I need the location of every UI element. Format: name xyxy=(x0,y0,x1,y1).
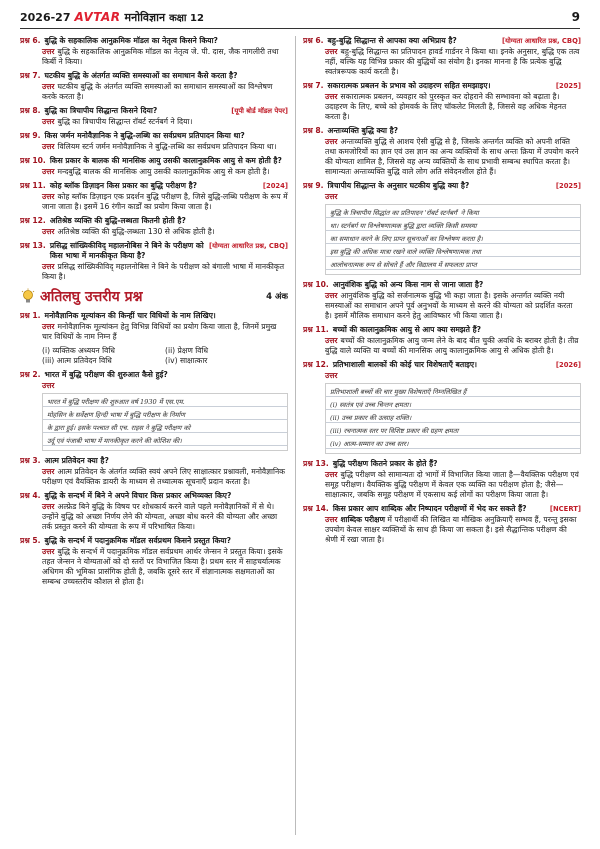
header-class: कक्षा 12 xyxy=(169,13,204,24)
question xyxy=(303,81,581,91)
answer-label: उत्तर xyxy=(42,547,55,556)
question xyxy=(303,459,581,469)
question xyxy=(20,491,288,501)
method-item: (iv) साक्षात्कार xyxy=(165,356,208,365)
question xyxy=(20,241,288,261)
question-text: अतिश्रेष्ठ व्यक्ति की बुद्धि-लब्धता कितनी होती है? xyxy=(49,216,186,225)
question xyxy=(303,360,581,370)
question-number: प्रश्न 11. xyxy=(303,325,329,334)
answer-label: उत्तर xyxy=(42,142,55,151)
answer xyxy=(325,470,581,500)
answer xyxy=(42,82,288,102)
question-text: आत्म प्रतिवेदन क्या है? xyxy=(44,456,109,465)
question-tag: [2025] xyxy=(555,82,581,90)
answer-text: बहु-बुद्धि सिद्धान्त का प्रतिपादन हावर्ड गार्डनर ने किया था। इनके अनुसार, बुद्धि एक तत्व नहीं, बल्कि यह विभिन्न प्रकार की बुद्धियों का संयोग है। इनका मानना है कि प्रत्येक बुद्धि स्वतंत्ररूपक कार्य करती है। xyxy=(325,47,580,76)
answer xyxy=(325,137,581,177)
answer xyxy=(42,262,288,282)
question xyxy=(20,536,288,546)
left-qa-block-1 xyxy=(20,36,288,282)
answer-text: मनोवैज्ञानिक मूल्यांकन हेतु विभिन्न विधियों का प्रयोग किया जाता है, जिनमें प्रमुख चार विधियों के नाम निम्न हैं xyxy=(42,322,277,341)
answer xyxy=(42,547,288,587)
question-number: प्रश्न 8. xyxy=(303,126,324,135)
question-text: किस प्रकार आप शाब्दिक और निष्पादन परीक्षणों में भेद कर सकते हैं? xyxy=(332,504,527,513)
question xyxy=(20,181,288,191)
column-divider xyxy=(295,36,296,835)
question-tag: [2026] xyxy=(555,361,581,369)
header-rule xyxy=(20,28,580,29)
answer-label: उत्तर xyxy=(325,291,338,300)
lightbulb-icon xyxy=(20,288,36,306)
question-number: प्रश्न 12. xyxy=(303,360,329,369)
question-number: प्रश्न 6. xyxy=(303,36,324,45)
answer-emphasis: शाब्दिक परीक्षण xyxy=(340,515,385,524)
answer-label: उत्तर xyxy=(42,47,55,56)
question-number: प्रश्न 7. xyxy=(303,81,324,90)
answer-label: उत्तर xyxy=(325,137,338,146)
question-number: प्रश्न 10. xyxy=(20,156,46,165)
question xyxy=(20,311,288,321)
answer xyxy=(325,291,581,321)
right-qa-block-2 xyxy=(303,280,581,356)
question-number: प्रश्न 13. xyxy=(303,459,329,468)
question-text: घटकीय बुद्धि के अंतर्गत व्यक्ति समस्याओं का समाधान कैसे करता है? xyxy=(44,71,238,80)
header-year: 2026-27 xyxy=(20,10,71,24)
question xyxy=(303,504,581,514)
question-text: प्रतिभाशाली बालकों की कोई चार विशेषताएँ बताइए। xyxy=(332,360,477,369)
question-text: मनोवैज्ञानिक मूल्यांकन की किन्हीं चार विधियों के नाम लिखिए। xyxy=(44,311,216,320)
answer-label: उत्तर xyxy=(325,47,338,56)
question-number: प्रश्न 10. xyxy=(303,280,329,289)
handwritten-answer: भारत में बुद्धि परीक्षण की शुरुआत वर्ष 1930 में एस.एम. मोहसिन के सर्वेक्षण हिन्दी भाषा में बुद्धि परीक्षण के निर्माण के द्वारा हुई। इसके पश्चात सी एच. राइस ने बुद्धि परीक्षण को उर्दू एवं पंजाबी भाषा में मानकीकृत करने की कोशिश की। xyxy=(42,393,288,451)
answer-text: बुद्धि के सन्दर्भ में पदानुक्रमिक मॉडल सर्वप्रथम आर्थर जेन्सन ने प्रस्तुत किया। इसके तहत जेन्सन ने योग्यताओं को दो स्तरों पर विभाजित किया है। प्रथम स्तर में साहचर्यात्मक अधिगम की भूमिका प्रासंगिक होती है, जबकि दूसरे स्तर में संज्ञानात्मक सक्षमताओं का सम्बन्ध उच्चस्तरीय कौशल से होता है। xyxy=(42,547,283,586)
answer-text: अल्फ्रेड बिने बुद्धि के विषय पर शोधकार्य करने वाले पहले मनोवैज्ञानिकों में से थे। उन्होंने बुद्धि को अच्छा निर्णय लेने की योग्यता, अच्छा बोध करने की योग्यता और अच्छा तर्क प्रस्तुत करने की योग्यता के रूप में परिभाषित किया। xyxy=(42,502,278,531)
answer-label: उत्तर xyxy=(42,322,55,331)
question-number: प्रश्न 8. xyxy=(20,106,41,115)
answer-label: उत्तर xyxy=(42,167,55,176)
question-text: बुद्धि के सन्दर्भ में पदानुक्रमिक मॉडल सर्वप्रथम किसने प्रस्तुत किया? xyxy=(44,536,232,545)
section-title: अतिलघु उत्तरीय प्रश्न xyxy=(40,289,143,305)
answer-text: अन्तःव्यक्ति बुद्धि से आशय ऐसी बुद्धि से है, जिसके अन्तर्गत व्यक्ति को अपनी शक्ति तथा कमजोरियों का ज्ञान एवं उस ज्ञान का अन्य व्यक्तियों के साथ अन्तः क्रिया में उपयोग करने की योग्यता शामिल है, जिससे वह अन्य व्यक्तियों के साथ प्रभावी सम्बन्ध स्थापित करता है। सामान्यतः अन्तःव्यक्ति बुद्धि वाले लोग अति संवेदनशील होते हैं। xyxy=(325,137,579,176)
question xyxy=(20,36,288,46)
right-column xyxy=(303,36,581,839)
question-text: त्रिचापीय सिद्धान्त के अनुसार घटकीय बुद्धि क्या है? xyxy=(327,181,470,190)
question-tag: [यूपी बोर्ड मॉडल पेपर] xyxy=(231,107,288,115)
handwritten-answer: प्रतिभाशाली बच्चों की चार मुख्य विशेषताएँ निम्नलिखित हैं (i) स्वतंत्र एवं उच्च चिन्तन क्षमता। (ii) उच्च प्रकार की उत्साह शक्ति। (iii) रचनात्मक स्तर पर विशिष्ट प्रकार की ग्रहण क्षमता (iv) आत्म-सम्मान का उच्च स्तर। xyxy=(325,383,581,454)
question-number: प्रश्न 1. xyxy=(20,311,41,320)
answer xyxy=(42,142,288,152)
question-text: किस प्रकार के बालक की मानसिक आयु उसकी कालानुक्रमिक आयु से कम होती है? xyxy=(49,156,282,165)
answer xyxy=(42,192,288,212)
question xyxy=(303,36,581,46)
answer xyxy=(325,47,581,77)
question-tag: [2025] xyxy=(555,182,581,190)
answer xyxy=(42,502,288,532)
answer xyxy=(42,47,288,67)
right-qa-block-1 xyxy=(303,36,581,177)
answer-label: उत्तर xyxy=(42,381,55,390)
answer xyxy=(325,515,581,545)
question-number: प्रश्न 4. xyxy=(20,491,41,500)
avtar-logo: AVTAR xyxy=(74,10,121,24)
question xyxy=(303,280,581,290)
question-text: बुद्धि का त्रिचापीय सिद्धान्त किसने दिया? xyxy=(44,106,158,115)
answer-label: उत्तर xyxy=(325,515,338,524)
answer-label: उत्तर xyxy=(325,92,338,101)
method-item: (i) व्यक्तिक अध्ययन विधि xyxy=(42,346,115,355)
question-text: कोह ब्लॉक डिज़ाइन किस प्रकार का बुद्धि परीक्षण है? xyxy=(49,181,198,190)
question-tag: [योग्यता आधारित प्रश्न, CBQ] xyxy=(208,242,288,250)
question-number: प्रश्न 9. xyxy=(303,181,324,190)
method-item: (iii) आत्म प्रतिवेदन विधि xyxy=(42,356,112,365)
question-number: प्रश्न 13. xyxy=(20,241,46,250)
answer xyxy=(325,336,581,356)
question-text: आनुवंशिक बुद्धि को अन्य किस नाम से जाना जाता है? xyxy=(332,280,484,289)
answer-label: उत्तर xyxy=(42,227,55,236)
question-text: बुद्धि के सन्दर्भ में बिने ने अपने विचार किस प्रकार अभिव्यक्त किए? xyxy=(44,491,232,500)
question xyxy=(303,325,581,335)
section-heading xyxy=(20,288,288,306)
question-number: प्रश्न 3. xyxy=(20,456,41,465)
method-item: (ii) प्रेक्षण विधि xyxy=(165,346,209,355)
answer-label: उत्तर xyxy=(42,117,55,126)
question-text: बुद्धि परीक्षण कितने प्रकार के होते हैं? xyxy=(332,459,438,468)
answer-text: आत्म प्रतिवेदन के अंतर्गत व्यक्ति स्वयं अपने लिए साक्षात्कार प्रश्नावली, मनोवैज्ञानिक परीक्षण एवं वैयक्तिक डायरी के माध्यम से तथ्यात्मक सूचनाएँ प्रदान करता है। xyxy=(42,467,285,486)
answer-label: उत्तर xyxy=(325,371,338,380)
left-qa-block-3 xyxy=(20,456,288,587)
question-text: बुद्धि के सहकालिक आनुक्रमिक मॉडल का नेतृत्व किसने किया? xyxy=(44,36,218,45)
question-number: प्रश्न 11. xyxy=(20,181,46,190)
question-number: प्रश्न 12. xyxy=(20,216,46,225)
answer-text: बच्चों की कालानुक्रमिक आयु जन्म लेने के बाद बीत चुकी अवधि के बराबर होती है। तीव्र बुद्धि वाले व्यक्ति या बच्चों की मानसिक आयु कालानुक्रमिक आयु से अधिक होती है। xyxy=(325,336,579,355)
question-text: सकारात्मक प्रबलन के प्रभाव को उदाहरण सहित समझाइए। xyxy=(327,81,491,90)
question-text: अन्तःव्यक्ति बुद्धि क्या है? xyxy=(327,126,399,135)
answer-text: प्रसिद्ध सांख्यिकीविद् महालनोबिस ने बिने के परीक्षण को बंगाली भाषा में मानकीकृत किया है। xyxy=(42,262,285,281)
question-text: प्रसिद्ध सांख्यिकीविद् महालनोबिस ने बिने के परीक्षण को किस भाषा में मानकीकृत किया है? xyxy=(49,241,204,260)
answer-text: मन्दबुद्धि बालक की मानसिक आयु उसकी कालानुक्रमिक आयु से कम होती है। xyxy=(57,167,270,176)
answer-text: घटकीय बुद्धि के अंतर्गत व्यक्ति समस्याओं का समाधान समस्याओं का विश्लेषण करके करता है। xyxy=(42,82,273,101)
answer-label: उत्तर xyxy=(42,467,55,476)
question-tag: [NCERT] xyxy=(549,505,581,513)
header-subject: मनोविज्ञान xyxy=(124,10,166,24)
question-tag: [2024] xyxy=(262,182,288,190)
answer xyxy=(325,92,581,122)
question-text: बच्चों की कालानुक्रमिक आयु से आप क्या समझते हैं? xyxy=(332,325,482,334)
answer xyxy=(42,117,288,127)
answer xyxy=(42,227,288,237)
answer-text: आनुवंशिक बुद्धि को सर्जनात्मक बुद्धि भी कहा जाता है। इसके अन्तर्गत व्यक्ति नयी समस्याओं का समाधान अपने पूर्व अनुभवों के माध्यम से करने की योग्यता को प्रदर्शित करता है। इसमें मौलिक समाधान करने हेतु आविष्कार भी किया जाता है। xyxy=(325,291,573,320)
question-number: प्रश्न 6. xyxy=(20,36,41,45)
answer xyxy=(42,467,288,487)
question xyxy=(303,126,581,136)
answer-label: उत्तर xyxy=(42,262,55,271)
answer-text: कोह ब्लॉक डिज़ाइन एक प्रदर्शन बुद्धि परीक्षण है, जिसे बुद्धि-लब्धि परीक्षण के रूप में जाना जाता है। इसमें 16 रंगीन कार्डों का प्रयोग किया जाता है। xyxy=(42,192,288,211)
answer-text: सकारात्मक प्रबलन, व्यवहार को पुरस्कृत कर दोहराने की सम्भावना को बढ़ाता है। उदाहरण के लिए, बच्चे को होमवर्क के लिए चॉकलेट मिलती है, जिससे वह अधिक मेहनत करता है। xyxy=(325,92,567,121)
answer xyxy=(42,322,288,342)
question-number: प्रश्न 2. xyxy=(20,370,41,379)
question-number: प्रश्न 5. xyxy=(20,536,41,545)
question-text: किस जर्मन मनोवैज्ञानिक ने बुद्धि-लब्धि का सर्वप्रथम प्रतिपादन किया था? xyxy=(44,131,245,140)
answer-label: उत्तर xyxy=(325,336,338,345)
handwritten-answer: बुद्धि के त्रिचापीय सिद्धांत का प्रतिपादन 'रॉबर्ट स्टर्नबर्ग' ने किया था। स्टर्नबर्ग या विश्लेषणात्मक बुद्धि द्वारा व्यक्ति किसी समस्या का समाधान करने के लिए प्राप्त सूचनाओं का विश्लेषण करता है। इस बुद्धि की अधिक मात्रा रखने वाले व्यक्ति विश्लेषणात्मक तथा आलोचनात्मक रूप से सोचते हैं और विद्यालय में सफलता प्राप्त xyxy=(325,204,581,275)
page-header xyxy=(20,8,580,26)
question xyxy=(20,156,288,166)
right-qa-block-3 xyxy=(303,459,581,545)
question-text: बहु-बुद्धि सिद्धान्त से आपका क्या अभिप्राय है? xyxy=(327,36,457,45)
question xyxy=(20,106,288,116)
methods-list xyxy=(42,346,288,366)
answer-label: उत्तर xyxy=(42,502,55,511)
answer-text: बुद्धि परीक्षण को सामान्यतः दो भागों में विभाजित किया जाता है—वैयक्तिक परीक्षण एवं समूह परीक्षण। वैयक्तिक बुद्धि परीक्षण में केवल एक व्यक्ति का परीक्षण होता है; जैसे—साक्षात्कार, जबकि समूह परीक्षण में एकसाथ कई लोगों का परीक्षण किया जाता है। xyxy=(325,470,579,499)
question xyxy=(20,370,288,380)
answer-text: विलियम स्टर्न जर्मन मनोवैज्ञानिक ने बुद्धि-लब्धि का सर्वप्रथम प्रतिपादन किया था। xyxy=(57,142,277,151)
question-number: प्रश्न 14. xyxy=(303,504,329,513)
answer-label: उत्तर xyxy=(42,82,55,91)
section-marks: 4 अंक xyxy=(266,292,288,302)
question-tag: [योग्यता आधारित प्रश्न, CBQ] xyxy=(501,37,581,45)
question xyxy=(20,456,288,466)
question-number: प्रश्न 9. xyxy=(20,131,41,140)
answer-text: बुद्धि का त्रिचापीय सिद्धान्त रॉबर्ट स्टर्नबर्ग ने दिया। xyxy=(57,117,193,126)
answer-text: में परीक्षार्थी की लिखित या मौखिक अनुक्रियाएँ सम्भव हैं, परन्तु इसका उपयोग केवल साक्षर व्यक्तियों के साथ ही किया जा सकता है। इसे सैद्धान्तिक परीक्षण की श्रेणी में रखा जाता है। xyxy=(325,515,577,544)
question-number: प्रश्न 7. xyxy=(20,71,41,80)
question xyxy=(20,71,288,81)
answer-label: उत्तर xyxy=(42,192,55,201)
question xyxy=(20,131,288,141)
question xyxy=(20,216,288,226)
answer-label: उत्तर xyxy=(325,470,338,479)
question xyxy=(303,181,581,191)
answer-text: अतिश्रेष्ठ व्यक्ति की बुद्धि-लब्धता 130 से अधिक होती है। xyxy=(57,227,215,236)
left-column xyxy=(20,36,288,839)
answer xyxy=(42,167,288,177)
answer-text: बुद्धि के सहकालिक आनुक्रमिक मॉडल का नेतृत्व जे. पी. दास, जैक नागलीरी तथा किर्बी ने किया। xyxy=(42,47,279,66)
question-text: भारत में बुद्धि परीक्षण की शुरुआत कैसे हुई? xyxy=(44,370,168,379)
answer-label: उत्तर xyxy=(325,192,338,201)
page-number: 9 xyxy=(571,10,580,24)
